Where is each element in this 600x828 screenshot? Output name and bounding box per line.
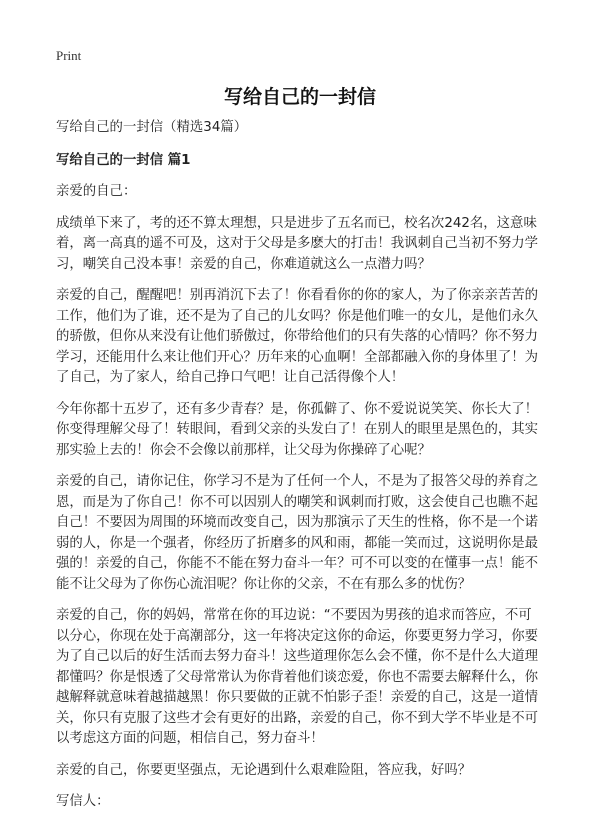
paragraph [56,792,556,813]
paragraph-line: 学习，还能用什么来让他们开心？历年来的心血啊！全部都融入你的身体里了！为 [56,349,539,365]
paragraph-line: 你变得理解父母了！转眼间，看到父亲的头发白了！在别人的眼里是黑色的，其实 [56,422,539,437]
paragraph-line: 恩，而是为了你自己！你不可以因别人的嘲笑和讽刺而打败，这会使自己也瞧不起 [56,494,539,510]
print-link[interactable]: Print [56,48,82,63]
paragraph-line: 工作，他们为了谁，还不是为了自己的儿女吗？你是他们唯一的女儿，是他们永久 [56,308,539,324]
paragraph [56,606,556,750]
paragraph-line: 为了自己以后的好生活而去努力奋斗！这些道理你怎么会不懂，你不是什么大道理 [56,649,539,664]
paragraph-line: 亲爱的自己，醒醒吧！别再消沉下去了！你看看你的你的家人，为了你亲亲苦苦的 [56,288,539,303]
paragraph-line: 以分心，你现在处于高潮部分，这一年将决定这你的命运，你要更努力学习，你要 [56,628,539,644]
paragraph-line: 写信人： [56,794,110,809]
paragraph [56,472,556,595]
paragraph [56,214,556,276]
paragraph [56,761,556,782]
paragraph-line: 那实验上去的！你会不会像以前那样，让父母为你操碎了心呢？ [56,442,431,458]
section-heading: 写给自己的一封信 篇1 [56,152,191,168]
paragraph-line: 关，你只有克服了这些才会有更好的出路，亲爱的自己，你不到大学不毕业是不可 [56,710,539,726]
paragraph-line: 今年你都十五岁了，还有多少青春？是，你孤僻了、你不爱说说笑笑、你长大了！ [56,401,539,417]
paragraph-line: 亲爱的自己，你的妈妈，常常在你的耳边说：“不要因为男孩的追求而答应，不可 [56,608,532,623]
paragraph [56,400,556,462]
document-body [56,118,556,824]
greeting: 亲爱的自己： [56,184,137,199]
paragraph-line: 能不让父母为了你伤心流泪呢？你让你的父亲，不在有那么多的忧伤？ [56,576,472,592]
paragraph [56,286,556,389]
document-title: 写给自己的一封信 [223,86,376,108]
paragraph-line: 习，嘲笑自己没本事！亲爱的自己，你难道就这么一点潜力吗？ [56,256,431,272]
paragraph-line: 以考虑这方面的问题，相信自己，努力奋斗！ [56,731,324,746]
paragraph-line: 自己！不要因为周围的环境而改变自己，因为那演示了天生的性格，你不是一个诺 [56,515,539,530]
paragraph-line: 亲爱的自己，你要更坚强点，无论遇到什么艰难险阻，答应我，好吗？ [56,762,472,778]
paragraph-line: 弱的人，你是一个强者，你经历了折磨多的风和雨，都能一笑而过，这说明你是最 [56,535,539,551]
letter-paragraphs [56,214,556,813]
paragraph-line: 成绩单下来了，考的还不算太理想，只是进步了五名而已，校名次242名，这意味 [56,215,537,231]
paragraph-line: 的骄傲，但你从来没有让他们骄傲过，你带给他们的只有失落的心情吗？你不努力 [56,329,539,344]
paragraph-line: 了自己，为了家人，给自己挣口气吧！让自己活得像个人！ [56,370,405,385]
paragraph-line: 强的！亲爱的自己，你能不不能在努力奋斗一年？可不可以变的在懂事一点！能不 [56,556,539,571]
paragraph-line: 越解释就意味着越描越黑！你只要做的正就不怕影子歪！亲爱的自己，这是一道情 [56,690,539,705]
paragraph-line: 都懂吗？你是恨透了父母常常认为你背着他们谈恋爱，你也不需要去解释什么，你 [56,669,539,685]
subtitle: 写给自己的一封信（精选34篇） [56,120,248,135]
paragraph-line: 亲爱的自己，请你记住，你学习不是为了任何一个人，不是为了报答父母的养育之 [56,474,539,489]
paragraph-line: 着，离一高真的遥不可及，这对于父母是多麽大的打击！我讽刺自己当初不努力学 [56,236,539,251]
